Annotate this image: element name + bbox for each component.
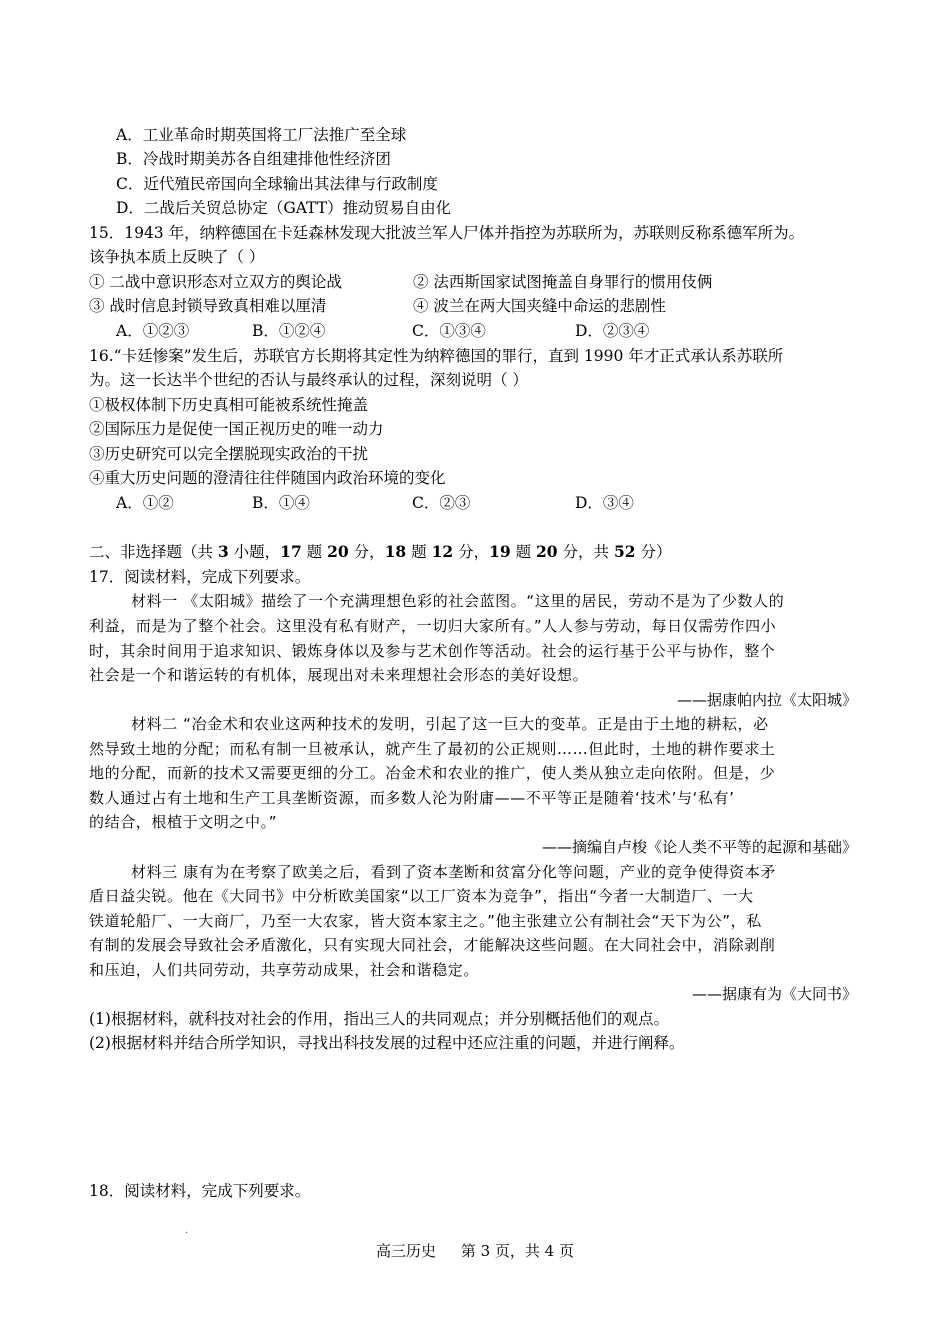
q15-statements-row2 — [89, 295, 849, 317]
q15-statements-row1 — [89, 271, 849, 293]
q14-option-a: A．工业革命时期英国将工厂法推广至全球 — [116, 126, 407, 144]
q17-material1-line3: 时，其余时间用于追求知识、锻炼身体以及参与艺术创作等活动。社会的运行基于公平与协作，整个 — [89, 642, 776, 660]
q17-material1-source: ——据康帕内拉《太阳城》 — [676, 691, 857, 709]
page-footer — [0, 1240, 950, 1261]
q15-statement-3: ③ 战时信息封锁导致真相难以厘清 — [89, 297, 327, 315]
q15-stem-line2: 该争执本质上反映了（ ） — [89, 248, 265, 266]
q17-material1-line4: 社会是一个和谐运转的有机体，展现出对未来理想社会形态的美好设想。 — [89, 666, 589, 684]
q16-stem-line2: 为。这一长达半个世纪的否认与最终承认的过程，深刻说明（ ） — [89, 371, 528, 389]
q17-material2-line4: 数人通过占有土地和生产工具垄断资源，而多数人沦为附庸——不平等正是随着‘技术’与‘私有’ — [89, 789, 735, 807]
q17-material2-line2: 然导致土地的分配；而私有制一旦被承认，就产生了最初的公正规则……但此时，土地的耕作要求土 — [89, 740, 776, 758]
q17-material1-line1: 材料一 《太阳城》描绘了一个充满理想色彩的社会蓝图。“这里的居民，劳动不是为了少数人的 — [131, 592, 785, 610]
q17-material3-line5: 和压迫，人们共同劳动，共享劳动成果，社会和谐稳定。 — [89, 961, 480, 979]
q16-statement-1: ①极权体制下历史真相可能被系统性掩盖 — [89, 396, 369, 414]
q17-material2-line1: 材料二 “冶金术和农业这两种技术的发明，引起了这一巨大的变革。正是由于土地的耕耘，必 — [131, 715, 769, 733]
q17-material3-line1: 材料三 康有为在考察了欧美之后，看到了资本垄断和贫富分化等问题，产业的竞争使得资本矛 — [131, 863, 776, 881]
q16-statement-2: ②国际压力是促使一国正视历史的唯一动力 — [89, 420, 384, 438]
q16-choice-c: C．②③ — [412, 494, 471, 512]
q17-requirement-2: (2)根据材料并结合所学知识，寻找出科技发展的过程中还应注重的问题，并进行阐释。 — [89, 1034, 685, 1052]
q14-option-c: C．近代殖民帝国向全球输出其法律与行政制度 — [116, 175, 438, 193]
q16-statement-3: ③历史研究可以完全摆脱现实政治的干扰 — [89, 445, 369, 463]
q17-material3-line4: 有制的发展会导致社会矛盾激化，只有实现大同社会，才能解决这些问题。在大同社会中，消除剥削 — [89, 936, 776, 954]
q14-option-d: D．二战后关贸总协定（GATT）推动贸易自由化 — [116, 199, 452, 217]
q17-material2-source: ——摘编自卢梭《论人类不平等的起源和基础》 — [541, 838, 857, 856]
q17-material1-line2: 利益，而是为了整个社会。这里没有私有财产，一切归大家所有。”人人参与劳动，每日仅需劳作四小 — [89, 617, 777, 635]
q18-title: 18．阅读材料，完成下列要求。 — [89, 1182, 311, 1200]
q15-stem-line1: 15．1943 年，纳粹德国在卡廷森林发现大批波兰军人尸体并指控为苏联所为，苏联则反称系德军所为。 — [89, 224, 805, 242]
q15-choice-c: C．①③④ — [412, 322, 486, 340]
q16-choice-d: D．③④ — [575, 494, 634, 512]
q17-title: 17．阅读材料，完成下列要求。 — [89, 568, 311, 586]
q15-choice-a: A．①②③ — [116, 322, 190, 340]
footer-page-number: 第 3 页，共 4 页 — [460, 1242, 574, 1260]
footer-subject: 高三历史 — [376, 1242, 437, 1260]
q17-material2-line5: 的结合，根植于文明之中。” — [89, 813, 278, 831]
section-2-heading: 二、非选择题（共 3 小题，17 题 20 分，18 题 12 分，19 题 20 分，共 52 分） — [89, 542, 672, 561]
q14-option-b: B．冷战时期美苏各自组建排他性经济团 — [116, 150, 391, 168]
q17-material3-source: ——据康有为《大同书》 — [691, 985, 857, 1003]
q17-material3-line3: 铁道轮船厂、一大商厂，乃至一大农家，皆大资本家主之。”他主张建立公有制社会“天下为公”，私 — [89, 912, 762, 930]
stray-mark: · — [185, 1228, 189, 1239]
q17-material2-line3: 地的分配，而新的技术又需要更细的分工。冶金术和农业的推广，使人类从独立走向依附。但是，少 — [89, 764, 776, 782]
q15-choice-d: D．②③④ — [575, 322, 650, 340]
q16-statement-4: ④重大历史问题的澄清往往伴随国内政治环境的变化 — [89, 469, 446, 487]
q15-choice-b: B．①②④ — [252, 322, 326, 340]
q15-statement-4: ④ 波兰在两大国夹缝中命运的悲剧性 — [413, 297, 666, 315]
q16-stem-line1: 16.“卡廷惨案”发生后，苏联官方长期将其定性为纳粹德国的罪行，直到 1990 年才正式承认系苏联所 — [89, 347, 784, 365]
q16-choice-a: A．①② — [116, 494, 174, 512]
q15-statement-2: ② 法西斯国家试图掩盖自身罪行的惯用伎俩 — [413, 273, 713, 291]
q15-statement-1: ① 二战中意识形态对立双方的舆论战 — [89, 273, 342, 291]
q17-requirement-1: (1)根据材料，就科技对社会的作用，指出三人的共同观点；并分别概括他们的观点。 — [89, 1010, 669, 1028]
q17-material3-line2: 盾日益尖锐。他在《大同书》中分析欧美国家“以工厂资本为竞争”，指出“今者一大制造厂、一大 — [89, 887, 754, 905]
q16-choice-b: B．①④ — [252, 494, 310, 512]
